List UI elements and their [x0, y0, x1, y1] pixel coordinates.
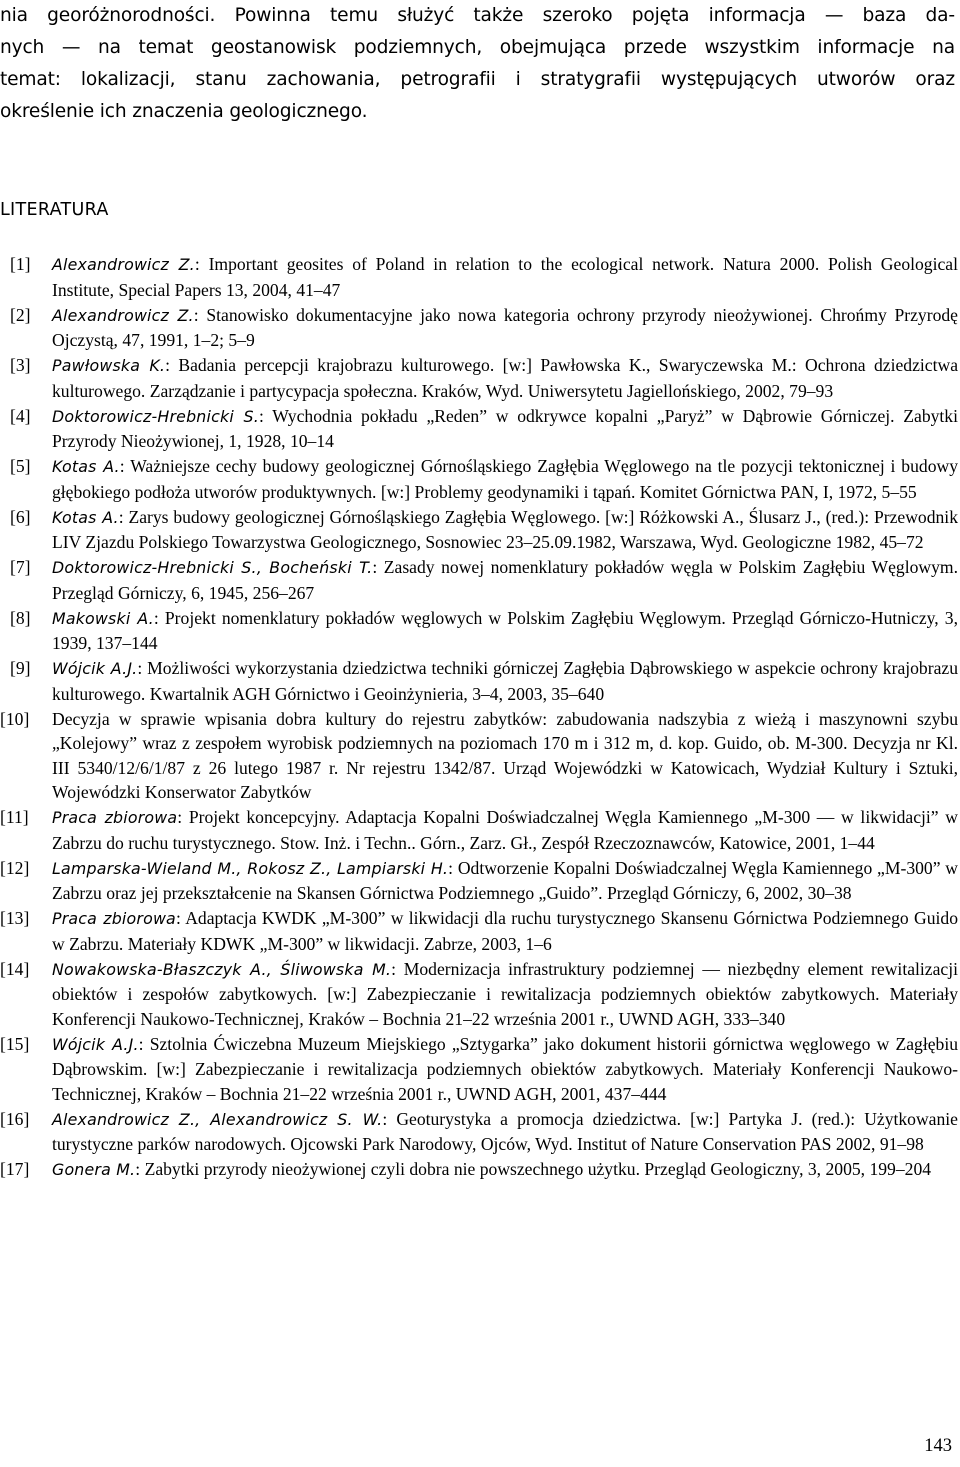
reference-author: Kotas A.: [52, 507, 119, 527]
reference-number: [9]: [10, 658, 31, 678]
reference-item: [0, 303, 958, 353]
reference-body: [52, 254, 958, 300]
reference-author: Alexandrowicz Z.: [52, 305, 194, 325]
reference-text: : Możliwości wykorzystania dziedzictwa techniki górniczej Zagłębia Dąbrowskiego w aspekcie ochrony krajobrazu kulturowego. Kwartalnik AGH Górnictwo i Geoinżynieria, 3–4, 2003, 35–640: [52, 658, 959, 704]
reference-text: : Zabytki przyrody nieożywionej czyli dobra nie powszechnego użytku. Przegląd Geologiczny, 3, 2005, 199–204: [135, 1159, 932, 1179]
reference-text: : Geoturystyka a promocja dziedzictwa. [w:] Partyka J. (red.): Użytkowanie turystyczne parków narodowych. Ojcowski Park Narodowy, Ojców, Wyd. Institut of Nature Conservation PAS 2002, 91–98: [52, 1108, 958, 1154]
reference-body: [52, 557, 958, 603]
reference-item: [0, 454, 958, 504]
reference-body: [52, 507, 958, 553]
reference-item: [0, 505, 958, 555]
reference-text: : Odtworzenie Kopalni Doświadczalnej Węgla Kamiennego „M-300” w Zabrzu oraz jej przekształcenie na Skansen Górnictwa Podziemnego „Guido”. Przegląd Górniczy, 6, 2002, 30–38: [52, 857, 959, 903]
reference-item: [0, 656, 958, 706]
reference-item: [0, 906, 958, 956]
reference-item: [0, 353, 958, 403]
reference-body: [52, 355, 958, 401]
reference-author: Alexandrowicz Z.: [52, 255, 195, 274]
reference-author: Kotas A.: [52, 457, 120, 476]
reference-number: [4]: [10, 405, 31, 426]
reference-number: [7]: [10, 557, 31, 577]
reference-body: [52, 608, 958, 654]
reference-body: [52, 658, 958, 704]
reference-number: [2]: [10, 304, 31, 325]
reference-number: [3]: [10, 355, 31, 375]
reference-text: : Projekt koncepcyjny. Adaptacja Kopalni Doświadczalnej Węgla Kamiennego „M-300 — w likwidacji” w Zabrzu do ruchu turystycznego. Stow. Inż. i Techn.. Górn., Zarz. Gł., Zespół Rzeczoznawców, Katowice, 2001, 1–44: [52, 807, 958, 853]
reference-text: : Adaptacja KWDK „M-300” w likwidacji dla ruchu turystycznego Skansenu Górnictwa Podziemnego Guido w Zabrzu. Materiały KDWK „M-300” w likwidacji. Zabrze, 2003, 1–6: [52, 908, 958, 954]
reference-item: [0, 404, 958, 454]
reference-text: : Zarys budowy geologicznej Górnośląskiego Zagłębia Węglowego. [w:] Różkowski A., Ślusarz J., (red.): Przewodnik LIV Zjazdu Polskiego Towarzystwa Geologicznego, Sosnowiec 23–25.09.1982, Warszawa, Wyd. Geologiczne 1982, 45–72: [52, 506, 958, 552]
reference-author: Wójcik A.J.: [52, 1034, 139, 1054]
reference-number: [15]: [0, 1033, 30, 1054]
intro-paragraph: [0, 0, 955, 128]
reference-body: [52, 908, 958, 954]
reference-number: [14]: [0, 958, 30, 979]
reference-text: : Zasady nowej nomenklatury pokładów węgla w Polskim Zagłębiu Węglowym. Przegląd Górniczy, 6, 1945, 256–267: [52, 557, 958, 603]
reference-number: [12]: [0, 857, 30, 878]
reference-text: : Ważniejsze cechy budowy geologicznej Górnośląskiego Zagłębia Węglowego na tle pozycji tektonicznej i budowy głębokiego podłoża utworów produktywnych. [w:] Problemy geodynamiki i tąpań. Komitet Górnictwa PAN, I, 1972, 5–55: [52, 456, 959, 502]
reference-text: : Stanowisko dokumentacyjne jako nowa kategoria ochrony przyrody nieożywionej. Chrońmy Przyrodę Ojczystą, 47, 1991, 1–2; 5–9: [52, 304, 958, 350]
reference-author: Makowski A.: [52, 608, 154, 628]
reference-item: [0, 1157, 958, 1183]
reference-body: [52, 456, 958, 502]
reference-number: [10]: [0, 708, 30, 729]
reference-item: [0, 1032, 958, 1107]
reference-text: : Sztolnia Ćwiczebna Muzeum Miejskiego „Sztygarka” jako dokument historii górnictwa węglowego w Zagłębiu Dąbrowskim. [w:] Zabezpieczanie i rewitalizacja podziemnych obiektów zabytkowych. Materiały Konferencji Naukowo-Technicznej, Kraków – Bochnia 21–22 września 2001 r., UWND AGH, 2001, 437–444: [52, 1033, 959, 1104]
reference-body: [52, 305, 958, 351]
reference-author: Gonera M.: [52, 1160, 136, 1179]
intro-line: nych — na temat geostanowisk podziemnych, obejmująca przede wszystkim informacje na: [0, 37, 955, 58]
reference-item: [0, 707, 958, 805]
reference-text: : Modernizacja infrastruktury podziemnej — niezbędny element rewitalizacji obiektów i zespołów zabytkowych. [w:] Zabezpieczanie i rewitalizacja podziemnych obiektów zabytkowych. Materiały Konferencji Naukowo-Technicznej, Kraków – Bochnia 21–22 września 2001 r., UWND AGH, 333–340: [52, 958, 958, 1029]
reference-body: [52, 858, 958, 904]
reference-author: Alexandrowicz Z., Alexandrowicz S. W.: [52, 1109, 383, 1129]
reference-body: [52, 959, 958, 1029]
intro-line: nia georóżnorodności. Powinna temu służyć także szeroko pojęta informacja — baza da-: [0, 5, 955, 26]
reference-body: [52, 709, 958, 803]
reference-number: [5]: [10, 456, 31, 476]
reference-text: : Wychodnia pokładu „Reden” w odkrywce kopalni „Paryż” w Dąbrowie Górniczej. Zabytki Przyrody Nieożywionej, 1, 1928, 10–14: [52, 405, 958, 451]
section-heading: LITERATURA: [0, 200, 109, 220]
intro-line: temat: lokalizacji, stanu zachowania, petrografii i stratygrafii występujących utworów oraz: [0, 69, 955, 90]
reference-item: [0, 252, 958, 302]
reference-author: Doktorowicz-Hrebnicki S.: [52, 406, 259, 426]
reference-body: [52, 807, 958, 853]
intro-line: określenie ich znaczenia geologicznego.: [0, 101, 368, 122]
reference-number: [16]: [0, 1108, 30, 1129]
reference-item: [0, 805, 958, 855]
reference-text: Decyzja w sprawie wpisania dobra kultury do rejestru zabytków: zabudowania nadszybia z wieżą i maszynowni szybu „Kolejowy” wraz z zespołem wyrobisk podziemnych na poziomach 170 m i 312 m, d. kop. Guido, ob. M-300. Decyzja nr Kl. III 5340/12/6/1/87 z 26 lutego 1987 r. Nr rejestru 1342/87. Urząd Wojewódzki w Katowicach, Wydział Kultury i Sztuki, Wojewódzki Konserwator Zabytków: [52, 708, 958, 802]
reference-text: : Important geosites of Poland in relation to the ecological network. Natura 2000. Polish Geological Institute, Special Papers 13, 2004, 41–47: [52, 254, 958, 300]
reference-number: [11]: [0, 807, 29, 827]
reference-item: [0, 856, 958, 906]
reference-author: Pawłowska K.: [52, 356, 166, 375]
reference-item: [0, 957, 958, 1032]
reference-author: Nowakowska-Błaszczyk A., Śliwowska M.: [52, 959, 392, 979]
reference-author: Wójcik A.J.: [52, 659, 138, 678]
reference-author: Lamparska-Wieland M., Rokosz Z., Lampiarski H.: [52, 858, 449, 878]
reference-text: : Badania percepcji krajobrazu kulturowego. [w:] Pawłowska K., Swaryczewska M.: Ochrona dziedzictwa kulturowego. Zarządzanie i partycypacja społeczna. Kraków, Wyd. Uniwersytetu Jagiellońskiego, 2002, 79–93: [52, 355, 959, 401]
reference-item: [0, 555, 958, 605]
page-number: 143: [924, 1436, 952, 1456]
reference-number: [13]: [0, 908, 30, 928]
reference-body: [52, 1034, 958, 1104]
reference-body: [52, 1159, 931, 1179]
reference-number: [8]: [10, 607, 31, 628]
reference-author: Doktorowicz-Hrebnicki S., Bocheński T.: [52, 558, 373, 577]
reference-author: Praca zbiorowa: [52, 808, 178, 827]
reference-item: [0, 1107, 958, 1157]
reference-author: Praca zbiorowa: [52, 909, 176, 928]
reference-item: [0, 606, 958, 656]
reference-body: [52, 1109, 958, 1155]
reference-body: [52, 406, 958, 452]
reference-number: [1]: [10, 254, 31, 274]
reference-list: [0, 252, 958, 1183]
reference-text: : Projekt nomenklatury pokładów węglowych w Polskim Zagłębiu Węglowym. Przegląd Górniczo-Hutniczy, 3, 1939, 137–144: [52, 607, 958, 653]
reference-number: [17]: [0, 1159, 30, 1179]
reference-number: [6]: [10, 506, 31, 527]
